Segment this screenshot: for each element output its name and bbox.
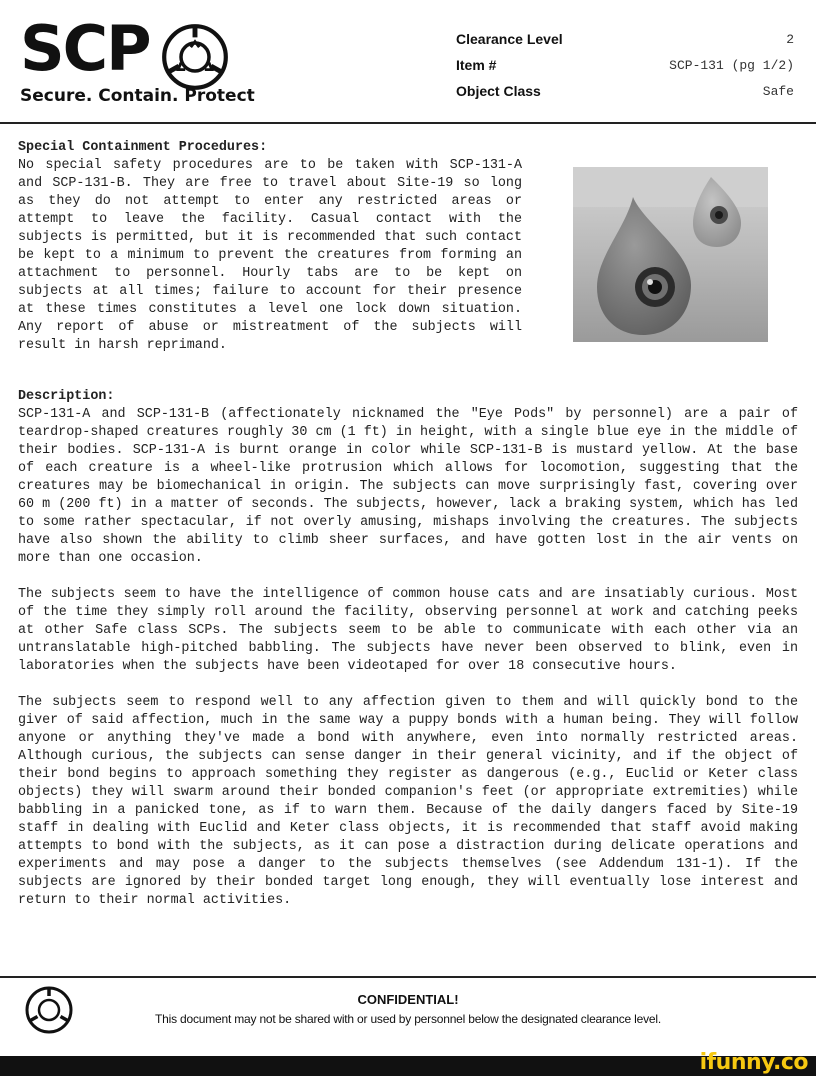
ifunny-watermark: ifunny.co (699, 1050, 808, 1075)
document-header (0, 0, 816, 120)
scp-tagline: Secure. Contain. Protect (20, 86, 255, 106)
containment-title: Special Containment Procedures: (18, 140, 268, 155)
footer-divider (0, 976, 816, 978)
containment-text: No special safety procedures are to be taken with SCP-131-A and SCP-131-B. They are free to travel about Site-19 so long as they do not attempt to enter any restricted areas or attempt to leave the facility. Casual contact with the subjects is permitted, but it is recommended that such contact be kept to a minimum to prevent the creatures from forming an attachment to personnel. Hourly tabs are to be kept on subjects at all times; failure to account for their presence at these times constitutes a level one lock down situation. Any report of abuse or mistreatment of the subjects will result in harsh reprimand. (18, 158, 522, 353)
description-title: Description: (18, 389, 115, 404)
item-number-value: SCP-131 (pg 1/2) (669, 58, 794, 73)
object-class-value: Safe (762, 84, 794, 99)
object-class-label: Object Class (456, 83, 541, 99)
eye-pod-photo (573, 167, 768, 342)
scp-emblem-icon (160, 22, 230, 92)
description-section (18, 388, 798, 910)
clearance-level-label: Clearance Level (456, 31, 563, 47)
item-number-label: Item # (456, 57, 497, 73)
bottom-bar (0, 1056, 816, 1076)
scp-logo-text: SCP (20, 12, 150, 85)
header-divider (0, 122, 816, 124)
description-paragraph-1: SCP-131-A and SCP-131-B (affectionately nicknamed the "Eye Pods" by personnel) are a pair of teardrop-shaped creatures roughly 30 cm (1 ft) in height, with a single blue eye in the middle of their bodies. SCP-131-A is burnt orange in color while SCP-131-B is mustard yellow. At the base of each creature is a wheel-like protrusion which allows for locomotion, suggesting that the creatures may be biomechanical in origin. The subjects can move surprisingly fast, covering over 60 m (200 ft) in a matter of seconds. The subjects, however, lack a braking system, which has led to some rather spectacular, if not overly amusing, mishaps involving the creatures. The subjects have also shown the ability to climb sheer surfaces, and have gotten lost in the air vents on more than one occasion. (18, 407, 798, 566)
description-paragraph-2: The subjects seem to have the intelligence of common house cats and are insatiably curious. Most of the time they simply roll around the facility, observing personnel at work and catching peeks at other Safe class SCPs. The subjects seem to be able to communicate with each other via an untranslatable high-pitched babbling. The subjects have never been observed to blink, even in laboratories when the subjects have been videotaped for over 18 consecutive hours. (18, 587, 798, 674)
description-paragraph-3: The subjects seem to respond well to any affection given to them and will quickly bond to the giver of said affection, much in the same way a puppy bonds with a human being. They will follow anyone or anything they've made a bond with anywhere, even into normally restricted areas. Although curious, the subjects can sense danger in their general vicinity, and if the object of their bond begins to approach something they register as dangerous (e.g., Euclid or Keter class objects) they will swarm around their bonded companion's feet (or appropriate extremities) while babbling in a panicked tone, as if to warn them. Because of the daily dangers faced by Site-19 staff in dealing with Euclid and Keter class objects, it is recommended that staff avoid making attempts to bond with the subjects, as it can pose a distraction during delicate operations and experiments and may pose a danger to the subjects themselves (see Addendum 131-1). If the subjects are ignored by their bonded target long enough, they will eventually lose interest and return to their normal activities. (18, 695, 798, 908)
confidential-note: This document may not be shared with or used by personnel below the designated clearance level. (155, 1012, 661, 1026)
clearance-level-value: 2 (786, 32, 794, 47)
confidential-title: CONFIDENTIAL! (357, 992, 459, 1007)
containment-section (18, 139, 522, 355)
